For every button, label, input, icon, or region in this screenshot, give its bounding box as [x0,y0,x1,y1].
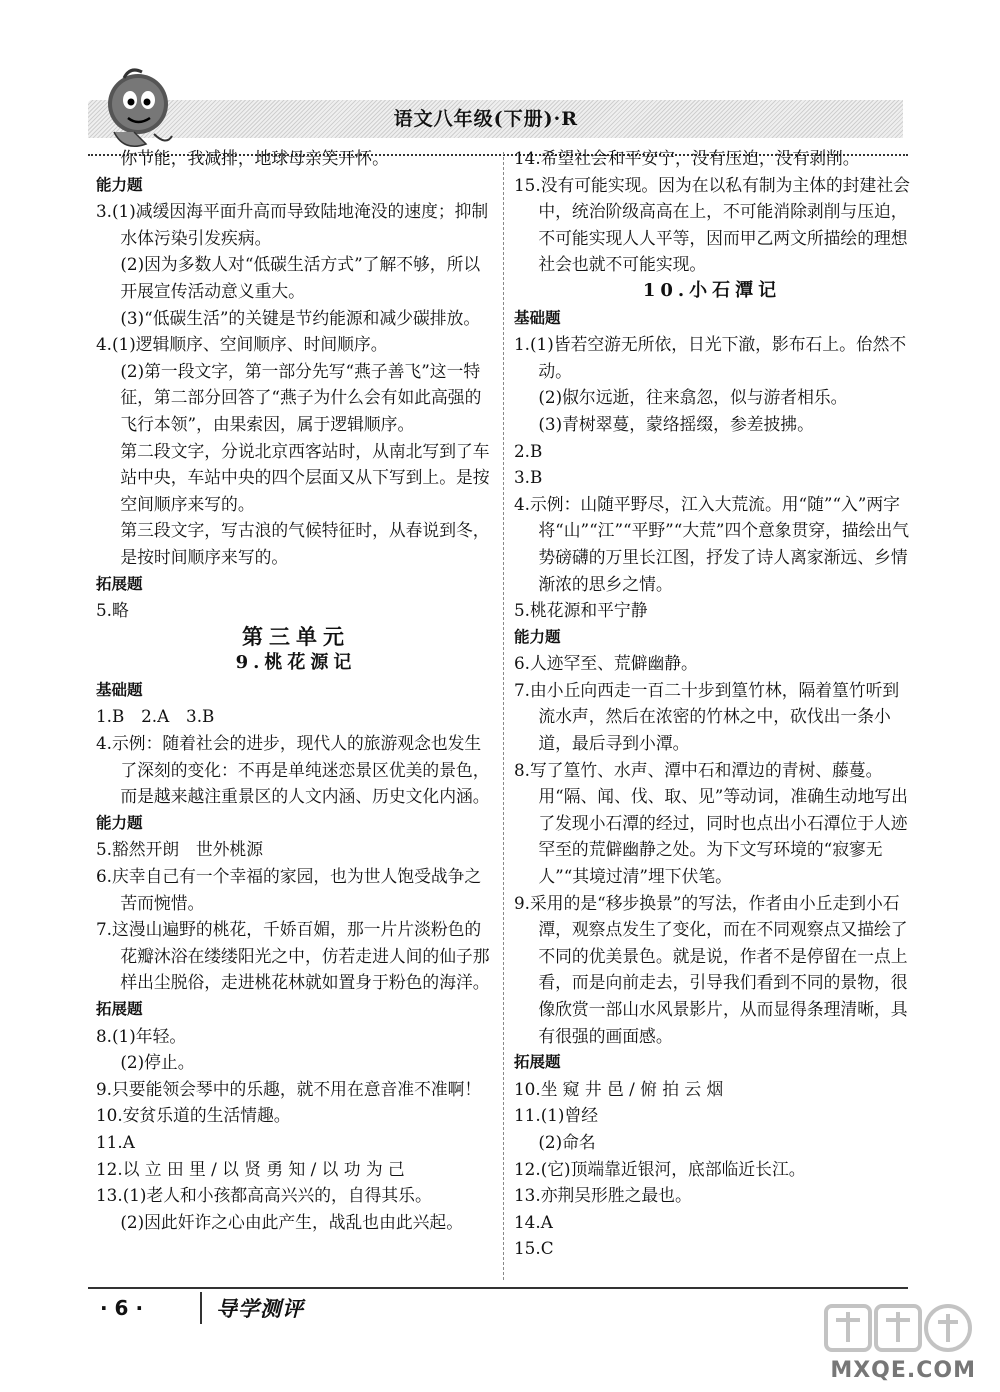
answer-line: (3)青树翠蔓，蒙络摇缀，参差披拂。 [538,413,814,434]
answer-line: 13.亦荆吴形胜之最也。 [514,1185,692,1206]
answer-line: 6.庆幸自己有一个幸福的家园，也为世人饱受战争之苦而惋惜。 [96,866,482,913]
section-heading: 能力题 [96,175,143,194]
answer-line: 7.这漫山遍野的桃花，千娇百媚，那一片片淡粉色的花瓣沐浴在缕缕阳光之中，仿若走进人间的仙子那样出尘脱俗，走进桃花林就如置身于粉色的海洋。 [96,919,490,993]
answer-line: 1.(1)皆若空游无所依，日光下澈，影布石上。佁然不动。 [514,334,907,381]
answer-line: 10.安贫乐道的生活情趣。 [96,1105,291,1126]
answer-line: 11.A [96,1131,135,1152]
answer-line: (2)因此奸诈之心由此产生，战乱也由此兴起。 [120,1211,463,1232]
section-heading: 能力题 [514,627,561,646]
page-number: · 6 · [100,1296,144,1320]
answer-line: 13.(1)老人和小孩都高高兴兴的，自得其乐。 [96,1185,432,1206]
answer-line: 6.人迹罕至、荒僻幽静。 [514,653,698,674]
right-column [514,145,910,1262]
section-heading: 基础题 [96,680,143,699]
answer-line: 5.豁然开朗 世外桃源 [96,839,264,860]
answer-line: (2)俶尔远逝，往来翕忽，似与游者相乐。 [538,387,848,408]
footer-divider [88,1287,908,1289]
column-divider [503,152,504,1280]
answer-line: 8.写了篁竹、水声、潭中石和潭边的青树、藤蔓。用“隔、闻、伐、取、见”等动词，准确生动地写出了发现小石潭的经过，同时也点出小石潭位于人迹罕至的荒僻幽静之处。为下文写环境的“寂寥无人”“其境过清”埋下伏笔。 [514,759,908,887]
answer-line: (2)第一段文字，第一部分先写“燕子善飞”这一特征，第二部分回答了“燕子为什么会有如此高强的飞行本领”，由果索因，属于逻辑顺序。 [120,360,482,434]
answer-line: 14.希望社会和平安宁，没有压迫，没有剥削。 [514,148,860,168]
answer-line: (2)命名 [538,1131,596,1152]
answer-line: (2)因为多数人对“低碳生活方式”了解不够，所以开展宣传活动意义重大。 [120,254,481,301]
answer-line: 4.示例：随着社会的进步，现代人的旅游观念也发生了深刻的变化：不再是单纯迷恋景区优美的景色，而是越来越注重景区的人文内涵、历史文化内涵。 [96,733,490,807]
answer-line: 9.只要能领会琴中的乐趣，就不用在意音准不准啊！ [96,1078,482,1099]
answer-line: (2)停止。 [120,1052,195,1073]
answer-line: 4.(1)逻辑顺序、空间顺序、时间顺序。 [96,334,388,355]
answer-line: 15.没有可能实现。因为在以私有制为主体的封建社会中，统治阶级高高在上，不可能消除剥削与压迫，不可能实现人人平等，因而甲乙两文所描绘的理想社会也就不可能实现。 [514,174,910,275]
answer-line: 第二段文字，分说北京西客站时，从南北写到了车站中央，车站中央的四个层面又从下写到上。是按空间顺序来写的。 [120,440,490,514]
answer-line: 7.由小丘向西走一百二十步到篁竹林，隔着篁竹听到流水声，然后在浓密的竹林之中，砍伐出一条小道，最后寻到小潭。 [514,679,900,754]
answer-line: 12.以 立 田 里 / 以 贤 勇 知 / 以 功 为 己 [96,1158,405,1179]
watermark-text: MXQE.COM [830,1358,976,1383]
answer-line: 3.B [514,467,543,488]
answer-line: 15.C [514,1238,554,1259]
section-heading: 能力题 [96,813,143,832]
lesson-title: 9.桃花源记 [235,652,357,674]
answer-line: 2.B [514,440,543,461]
unit-title: 第三单元 [242,623,350,649]
answer-line: 你节能，我减排，地球母亲笑开怀。 [120,148,389,168]
answer-line: 8.(1)年轻。 [96,1025,187,1046]
answer-line: 12.(它)顶端靠近银河，底部临近长江。 [514,1158,806,1179]
header-title: 语文八年级(下册)·R [393,108,578,130]
answer-line: 1.B 2.A 3.B [96,706,215,727]
footer-brand: 导学测评 [216,1297,304,1321]
section-heading: 拓展题 [514,1053,561,1072]
section-heading: 基础题 [514,308,561,327]
lesson-title: 10.小石潭记 [642,279,782,301]
mascot-icon [94,62,190,158]
answer-line: 5.桃花源和平宁静 [514,600,648,621]
answer-line: 9.采用的是“移步换景”的写法，作者由小丘走到小石潭，观察点发生了变化，而在不同观察点又描绘了不同的优美景色。就是说，作者不是停留在一点上看，而是向前走去，引导我们看到不同的景物，很像欣赏一部山水风景影片，从而显得条理清晰，具有很强的画面感。 [514,892,908,1046]
footer-separator [200,1292,202,1324]
answer-line: 10.坐 窥 井 邑 / 俯 拍 云 烟 [514,1078,724,1099]
answer-line: 3.(1)减缓因海平面升高而导致陆地淹没的速度；抑制水体污染引发疾病。 [96,201,489,248]
answer-line: 14.A [514,1211,553,1232]
answer-line: 11.(1)曾经 [514,1105,599,1126]
left-column [96,145,496,1235]
answer-line: 4.示例：山随平野尽，江入大荒流。用“随”“入”两字将“山”“江”“平野”“大荒”四个意象贯穿，描绘出气势磅礴的万里长江图，抒发了诗人离家渐远、乡情渐浓的思乡之情。 [514,493,910,594]
section-heading: 拓展题 [96,574,143,593]
answer-line: 5.略 [96,600,129,621]
answer-line: 第三段文字，写古浪的气候特征时，从春说到冬，是按时间顺序来写的。 [120,520,490,567]
section-heading: 拓展题 [96,1000,143,1018]
answer-line: (3)“低碳生活”的关键是节约能源和减少碳排放。 [120,307,481,328]
